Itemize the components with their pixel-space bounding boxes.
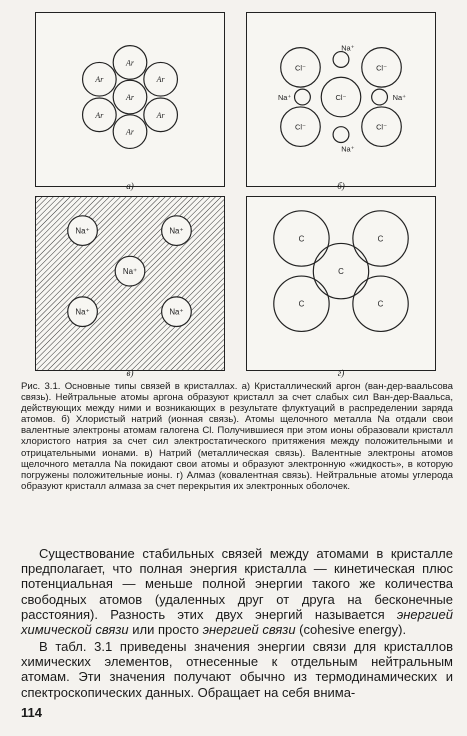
carbon-label: C <box>298 299 305 309</box>
sodium-label: Na⁺ <box>122 267 138 277</box>
sodium-label: Na⁺ <box>392 92 407 102</box>
sodium-label: Na⁺ <box>341 43 355 53</box>
sodium-ion <box>372 89 388 105</box>
argon-label: Ar <box>126 92 134 102</box>
sodium-label: Na⁺ <box>169 226 184 236</box>
argon-label: Ar <box>126 58 134 68</box>
paragraph-1 <box>21 546 453 637</box>
sodium-label: Na⁺ <box>75 226 90 236</box>
sodium-ion <box>333 127 349 143</box>
argon-label: Ar <box>95 75 104 85</box>
panel-a-label: а) <box>126 181 134 191</box>
figure-panel-sodium-metal <box>35 196 225 371</box>
sodium-label: Na⁺ <box>341 144 355 154</box>
carbon-label: C <box>377 234 384 244</box>
paragraph-1-middle: или просто <box>128 622 203 638</box>
paragraph-2: В табл. 3.1 приведены значения энергии связи для кристаллов химических элементов, отнесенные к отдельным нейтральным атомам. Эти значения получают обычно из термодинамических и спектроскопических данных. Обращает на себя внима- <box>21 639 453 700</box>
sodium-chloride-diagram <box>247 13 435 186</box>
term-chemical-bond-energy: энергией химической связи <box>21 606 453 638</box>
paragraph-1-after: (cohesive energy). <box>295 622 407 638</box>
chloride-label: Cl⁻ <box>295 122 306 132</box>
sodium-label: Na⁺ <box>277 92 292 102</box>
sodium-ion <box>295 89 311 105</box>
sodium-metal-diagram <box>36 197 224 370</box>
chloride-label: Cl⁻ <box>376 63 387 73</box>
panel-b-label: б) <box>337 181 345 191</box>
panel-d-label: г) <box>337 368 345 378</box>
paragraph-1-before: Существование стабильных связей между атомами в кристалле предполагает, что полная энергия кристалла — кинетическая плюс потенциальная — меньше полной энергии такого же количества свободных атомов (удаленных друг от друга на бесконечные расстояния). Разность этих двух энергий называется <box>21 546 453 622</box>
argon-diagram <box>36 13 224 186</box>
caption-text: Основные типы связей в кристаллах. а) Кристаллический аргон (ван-дер-ваальсова связь). Нейтральные атомы аргона образуют кристалл за счет слабых сил Ван-дер-Ваальса, действующих между ними и возникающих в результате флуктуаций в распределении заряда атомов. б) Хлористый натрий (ионная связь). Атомы щелочного металла Na отдали свои валентные электроны атомам галогена Cl. Получившиеся при этом ионы образовали кристалл хлористого натрия за счет сил электростатического притяжения между положительными и отрицательными ионами. в) Натрий (металлическая связь). Валентные электроны атомов щелочного металла Na покидают свои атомы и образуют электронную «жидкость», в которую погружены положительные ионы. г) Алмаз (ковалентная связь). Нейтральные атомы углерода образуют кристалл алмаза за счет перекрытия их электронных оболочек. <box>21 381 454 492</box>
chloride-label: Cl⁻ <box>335 92 347 102</box>
term-bond-energy: энергией связи <box>202 622 296 638</box>
sodium-label: Na⁺ <box>169 307 184 317</box>
sodium-label: Na⁺ <box>75 307 90 317</box>
panel-c-label: в) <box>126 368 134 378</box>
figure-panel-diamond <box>246 196 436 371</box>
sodium-ion <box>333 52 349 68</box>
chloride-label: Cl⁻ <box>376 122 387 132</box>
carbon-label: C <box>377 299 384 309</box>
argon-label: Ar <box>156 75 165 85</box>
caption-prefix: Рис. 3.1. <box>21 381 61 392</box>
argon-label: Ar <box>95 110 104 120</box>
chloride-label: Cl⁻ <box>295 63 306 73</box>
figure-caption <box>21 381 453 492</box>
argon-label: Ar <box>156 110 165 120</box>
figure-panel-sodium-chloride <box>246 12 436 187</box>
page-number: 114 <box>21 705 42 720</box>
argon-label: Ar <box>126 127 134 137</box>
diamond-diagram <box>247 197 435 370</box>
carbon-label: C <box>338 267 344 277</box>
figure-panel-argon <box>35 12 225 187</box>
carbon-label: C <box>298 234 305 244</box>
